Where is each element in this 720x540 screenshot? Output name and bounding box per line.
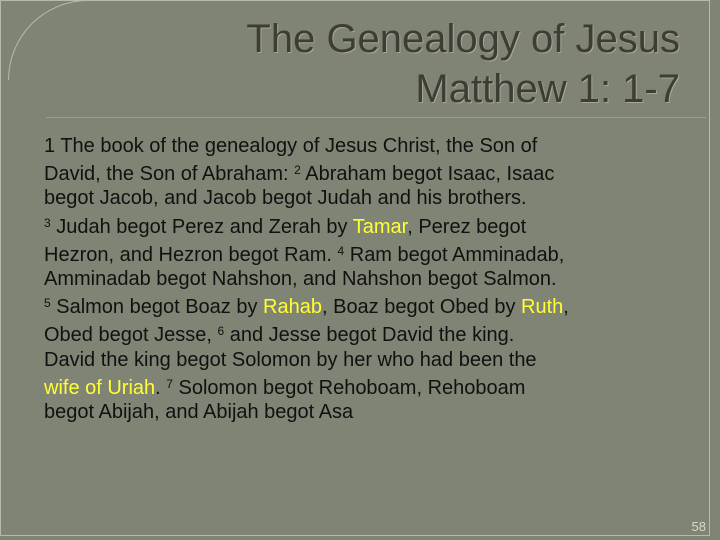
scripture-line <box>44 400 704 424</box>
verse-number: 4 <box>337 243 345 258</box>
verse-number: 5 <box>44 296 51 311</box>
verse-text: David, the Son of Abraham: <box>44 163 295 186</box>
verse-text: . <box>155 376 167 399</box>
verse-text: Ram begot Amminadab, <box>344 243 565 266</box>
verse-text: Salmon begot Boaz by <box>50 296 264 319</box>
scripture-line <box>44 372 704 400</box>
verse-text: begot Abijah, and Abijah begot Asa <box>44 401 354 424</box>
scripture-line <box>44 211 704 239</box>
scripture-line <box>44 348 704 372</box>
verse-text: and Jesse begot David the king. <box>224 324 515 347</box>
title-divider <box>46 117 706 118</box>
verse-text: Judah begot Perez and Zerah by <box>50 215 353 238</box>
verse-text: Amminadab begot Nahshon, and Nahshon begot Salmon. <box>44 268 557 291</box>
verse-text: 1 The book of the genealogy of Jesus Christ, the Son of <box>44 135 538 157</box>
verse-text: , <box>563 296 569 319</box>
highlighted-name: Ruth <box>521 296 564 319</box>
scripture-line <box>44 158 704 186</box>
scripture-line <box>44 186 704 210</box>
verse-text: Hezron, and Hezron begot Ram. <box>44 243 338 266</box>
verse-text: David the king begot Solomon by her who had been the <box>44 348 537 371</box>
highlighted-name: wife of Uriah <box>44 376 156 399</box>
highlighted-name: Tamar <box>352 215 408 238</box>
page-number: 58 <box>691 519 706 534</box>
scripture-line <box>44 134 704 158</box>
verse-text: , Perez begot <box>407 215 527 238</box>
scripture-text <box>44 134 704 424</box>
verse-number: 3 <box>44 215 51 230</box>
scripture-line <box>44 291 704 319</box>
scripture-line <box>44 319 704 347</box>
title-line-1: The Genealogy of Jesus <box>246 17 680 61</box>
scripture-line <box>44 267 704 291</box>
verse-text: Obed begot Jesse, <box>44 324 218 347</box>
verse-text: Solomon begot Rehoboam, Rehoboam <box>172 376 526 399</box>
verse-number: 2 <box>294 163 301 178</box>
highlighted-name: Rahab <box>263 296 322 319</box>
verse-text: begot Jacob, and Jacob begot Judah and his brothers. <box>44 187 527 210</box>
verse-text: Abraham begot Isaac, Isaac <box>300 163 555 186</box>
verse-number: 7 <box>166 376 173 391</box>
title-line-2: Matthew 1: 1-7 <box>415 67 680 111</box>
scripture-line <box>44 239 704 267</box>
slide-title <box>246 14 680 114</box>
verse-text: , Boaz begot Obed by <box>321 296 522 319</box>
verse-number: 6 <box>217 324 225 339</box>
